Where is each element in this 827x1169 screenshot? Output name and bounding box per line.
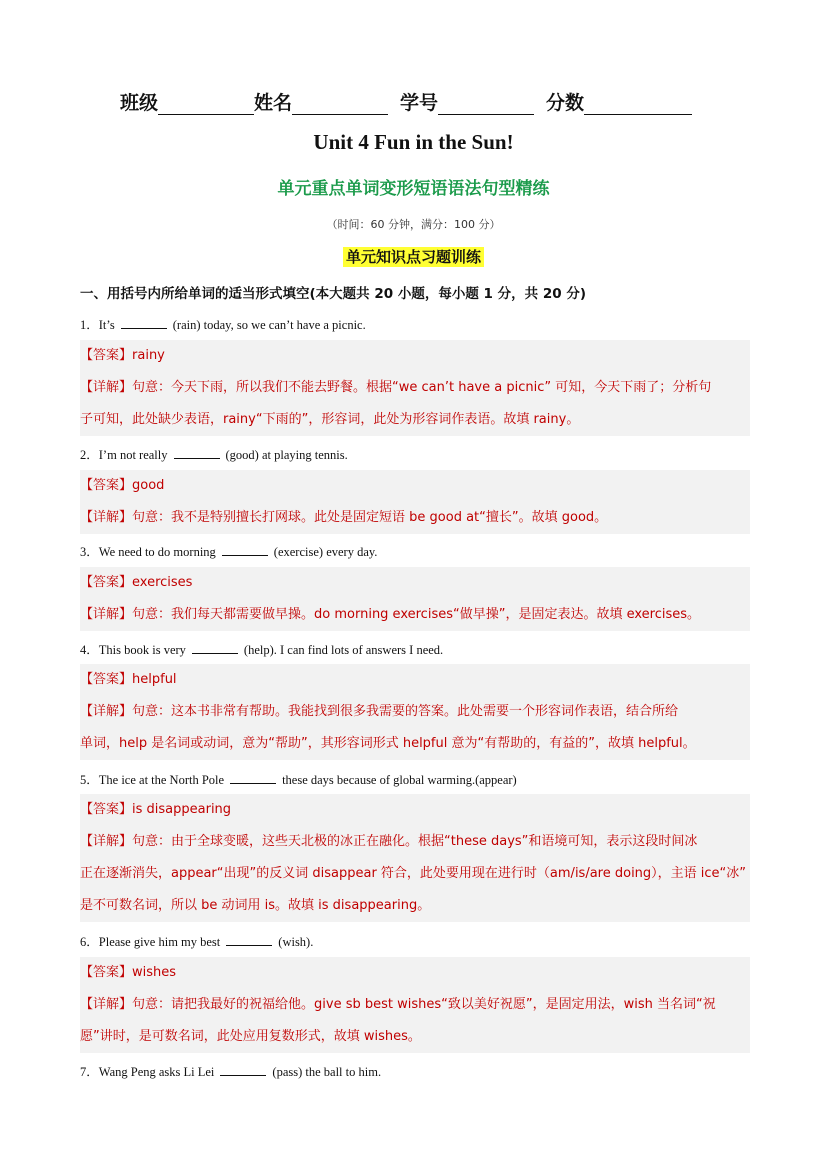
question-7	[80, 1062, 760, 1080]
answer-tag: 【答案】	[80, 575, 133, 590]
answer-tag: 【答案】	[80, 965, 133, 980]
question-3	[80, 542, 760, 560]
class-label: 班级	[120, 92, 159, 114]
question-number: 1．	[80, 318, 99, 332]
question-5	[80, 770, 760, 788]
explain-tag: 【详解】	[80, 704, 133, 719]
answer-text: wishes	[132, 965, 177, 980]
explain-line: 句意：今天下雨，所以我们不能去野餐。根据“we can’t have a picnic” 可知，今天下雨了；分析句	[132, 380, 712, 395]
answer-blank	[121, 316, 167, 329]
id-label: 学号	[400, 92, 439, 114]
answer-blank	[226, 933, 272, 946]
answer-blank	[222, 543, 268, 556]
explain-line: 句意：请把我最好的祝福给他。give sb best wishes“致以美好祝愿”，是固定用法，wish 当名词“祝	[132, 997, 716, 1012]
score-label: 分数	[546, 92, 585, 114]
answer-row	[80, 567, 750, 599]
explain-line: 句意：我们每天都需要做早操。do morning exercises“做早操”，是固定表达。故填 exercises。	[132, 607, 701, 622]
question-pre: We need to do morning	[98, 545, 216, 559]
id-blank	[438, 94, 534, 115]
score-blank	[584, 94, 692, 115]
explain-line: 句意：我不是特别擅长打网球。此处是固定短语 be good at“擅长”。故填 good。	[132, 510, 608, 525]
question-pre: It’s	[98, 318, 115, 332]
question-number: 4．	[80, 643, 99, 657]
name-label: 姓名	[254, 92, 293, 114]
answer-row	[80, 664, 750, 696]
question-post: (help). I can find lots of answers I need.	[243, 643, 444, 657]
answer-block-6	[80, 957, 750, 1053]
explain-tag: 【详解】	[80, 380, 133, 395]
answer-blank	[230, 771, 276, 784]
class-blank	[158, 94, 254, 115]
answer-blank	[220, 1063, 266, 1076]
explanation	[80, 372, 750, 436]
question-2	[80, 445, 760, 463]
explain-tag: 【详解】	[80, 997, 133, 1012]
question-post: (good) at playing tennis.	[225, 448, 348, 462]
question-number: 7．	[80, 1065, 99, 1079]
answer-text: exercises	[132, 575, 193, 590]
question-pre: I’m not really	[98, 448, 168, 462]
answer-row	[80, 470, 750, 502]
question-post: (rain) today, so we can’t have a picnic.	[172, 318, 366, 332]
section-tag	[0, 246, 827, 267]
explain-tag: 【详解】	[80, 607, 133, 622]
question-6	[80, 932, 760, 950]
explain-line: 是不可数名词，所以 be 动词用 is。故填 is disappearing。	[80, 898, 431, 913]
answer-row	[80, 340, 750, 372]
explain-tag: 【详解】	[80, 510, 133, 525]
question-number: 3．	[80, 545, 99, 559]
question-post: (wish).	[278, 935, 314, 949]
answer-block-2	[80, 470, 750, 534]
question-post: (pass) the ball to him.	[272, 1065, 382, 1079]
answer-text: good	[132, 478, 165, 493]
question-pre: Wang Peng asks Li Lei	[98, 1065, 215, 1079]
question-4	[80, 640, 760, 658]
answer-blank	[192, 641, 238, 654]
answer-text: is disappearing	[132, 802, 232, 817]
question-number: 6．	[80, 935, 99, 949]
name-blank	[292, 94, 388, 115]
time-info: （时间：60 分钟，满分：100 分）	[326, 218, 501, 231]
answer-block-1	[80, 340, 750, 436]
explanation	[80, 989, 750, 1053]
answer-tag: 【答案】	[80, 478, 133, 493]
explanation	[80, 502, 750, 534]
answer-text: helpful	[132, 672, 177, 687]
answer-text: rainy	[132, 348, 165, 363]
answer-tag: 【答案】	[80, 802, 133, 817]
section-tag-text: 单元知识点习题训练	[343, 247, 484, 267]
page-title: Unit 4 Fun in the Sun!	[313, 130, 514, 154]
answer-row	[80, 794, 750, 826]
explain-line: 愿”讲时，是可数名词，此处应用复数形式，故填 wishes。	[80, 1029, 421, 1044]
part-title: 一、用括号内所给单词的适当形式填空(本大题共 20 小题，每小题 1 分，共 20 分)	[80, 286, 587, 302]
page-subtitle: 单元重点单词变形短语语法句型精练	[277, 179, 550, 199]
answer-row	[80, 957, 750, 989]
question-number: 5．	[80, 773, 99, 787]
question-pre: Please give him my best	[98, 935, 221, 949]
explanation	[80, 696, 750, 760]
answer-tag: 【答案】	[80, 672, 133, 687]
explanation	[80, 599, 750, 631]
explain-line: 句意：由于全球变暖，这些天北极的冰正在融化。根据“these days”和语境可知，表示这段时间冰	[132, 834, 698, 849]
explanation	[80, 826, 750, 922]
answer-tag: 【答案】	[80, 348, 133, 363]
answer-blank	[174, 446, 220, 459]
answer-block-5	[80, 794, 750, 922]
answer-block-4	[80, 664, 750, 760]
question-post: (exercise) every day.	[273, 545, 378, 559]
explain-line: 句意：这本书非常有帮助。我能找到很多我需要的答案。此处需要一个形容词作表语，结合所给	[132, 704, 679, 719]
question-number: 2．	[80, 448, 99, 462]
explain-tag: 【详解】	[80, 834, 133, 849]
student-info-line	[120, 88, 720, 116]
explain-line: 正在逐渐消失，appear“出现”的反义词 disappear 符合，此处要用现在进行时（am/is/are doing），主语 ice“冰”	[80, 866, 747, 881]
answer-block-3	[80, 567, 750, 631]
question-1	[80, 315, 760, 333]
explain-line: 子可知，此处缺少表语，rainy“下雨的”，形容词，此处为形容词作表语。故填 rainy。	[80, 412, 580, 427]
question-pre: The ice at the North Pole	[98, 773, 225, 787]
explain-line: 单词，help 是名词或动词，意为“帮助”，其形容词形式 helpful 意为“有帮助的，有益的”，故填 helpful。	[80, 736, 696, 751]
question-post: these days because of global warming.(appear)	[282, 773, 517, 787]
question-pre: This book is very	[98, 643, 186, 657]
